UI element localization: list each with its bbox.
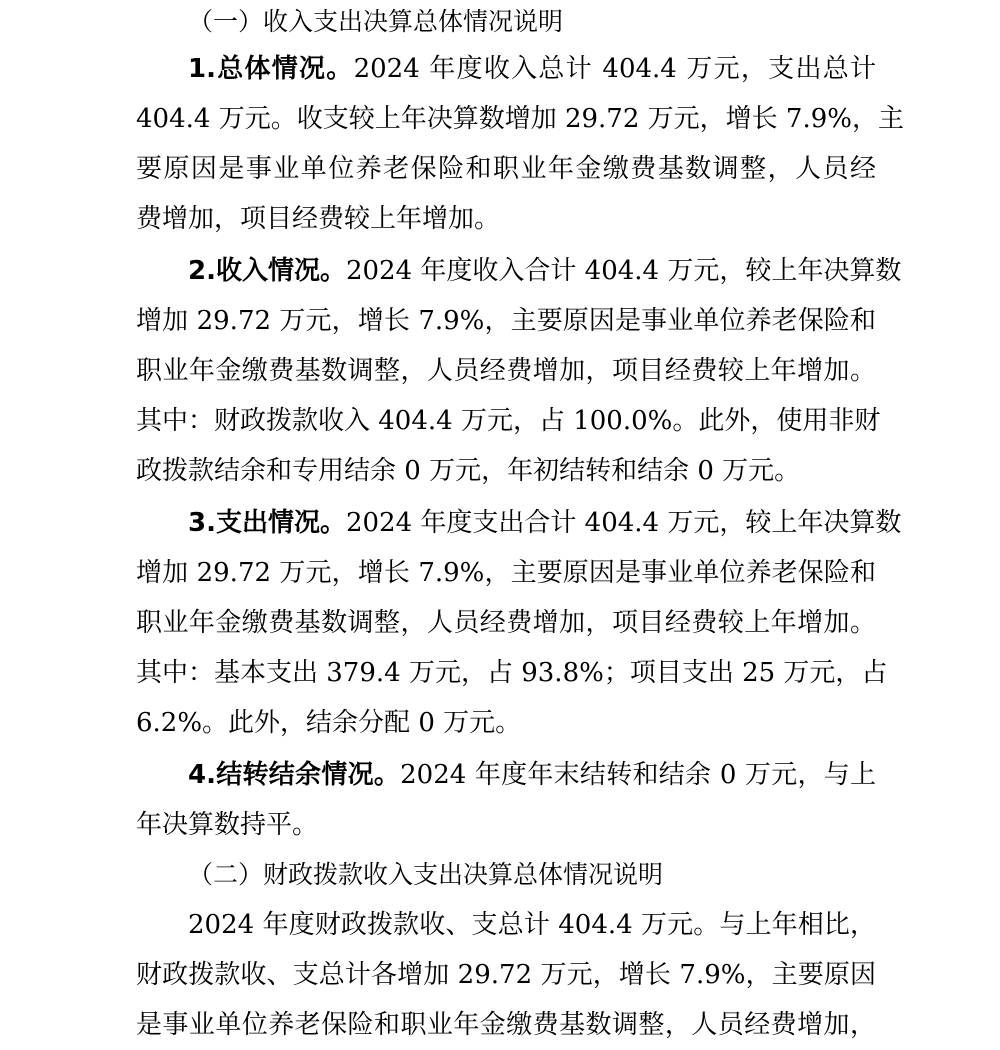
paragraph-fiscal-line-3: 是事业单位养老保险和职业年金缴费基数调整，人员经费增加， xyxy=(136,1010,876,1040)
paragraph-overall-line-4: 费增加，项目经费较上年增加。 xyxy=(136,204,501,234)
paragraph-carryover-line-1 xyxy=(188,750,876,800)
paragraph-expenditure-line-3: 职业年金缴费基数调整，人员经费增加，项目经费较上年增加。 xyxy=(136,608,876,638)
paragraph-text: 2024 年度年末结转和结余 0 万元，与上 xyxy=(400,760,876,790)
paragraph-expenditure-title: 3.支出情况。 xyxy=(188,508,346,538)
paragraph-expenditure-line-1 xyxy=(188,498,902,548)
paragraph-expenditure-line-5: 6.2%。此外，结余分配 0 万元。 xyxy=(136,708,522,738)
paragraph-fiscal-line-2: 财政拨款收、支总计各增加 29.72 万元，增长 7.9%，主要原因 xyxy=(136,960,876,990)
section-heading-2: （二）财政拨款收入支出决算总体情况说明 xyxy=(188,860,664,889)
paragraph-income-line-2: 增加 29.72 万元，增长 7.9%，主要原因是事业单位养老保险和 xyxy=(136,306,876,336)
paragraph-overall-title: 1.总体情况。 xyxy=(188,54,354,84)
paragraph-income-title: 2.收入情况。 xyxy=(188,256,346,286)
paragraph-income-line-1 xyxy=(188,246,902,296)
paragraph-expenditure-line-4: 其中：基本支出 379.4 万元，占 93.8%；项目支出 25 万元，占 xyxy=(136,658,888,688)
paragraph-expenditure-line-2: 增加 29.72 万元，增长 7.9%，主要原因是事业单位养老保险和 xyxy=(136,558,876,588)
paragraph-carryover-line-2: 年决算数持平。 xyxy=(136,810,319,840)
paragraph-text: 2024 年度收入合计 404.4 万元，较上年决算数 xyxy=(345,256,902,286)
paragraph-overall-line-3: 要原因是事业单位养老保险和职业年金缴费基数调整，人员经 xyxy=(136,154,876,184)
paragraph-text: 2024 年度收入总计 404.4 万元，支出总计 xyxy=(353,54,876,84)
paragraph-overall-line-1 xyxy=(188,44,876,94)
paragraph-text: 2024 年度支出合计 404.4 万元，较上年决算数 xyxy=(345,508,902,538)
paragraph-income-line-4: 其中：财政拨款收入 404.4 万元，占 100.0%。此外，使用非财 xyxy=(136,406,881,436)
paragraph-income-line-3: 职业年金缴费基数调整，人员经费增加，项目经费较上年增加。 xyxy=(136,356,876,386)
paragraph-overall-line-2: 404.4 万元。收支较上年决算数增加 29.72 万元，增长 7.9%，主 xyxy=(136,104,904,134)
paragraph-fiscal-line-1: 2024 年度财政拨款收、支总计 404.4 万元。与上年相比， xyxy=(188,910,876,940)
section-heading-1: （一）收入支出决算总体情况说明 xyxy=(188,7,564,36)
paragraph-income-line-5: 政拨款结余和专用结余 0 万元，年初结转和结余 0 万元。 xyxy=(136,456,801,486)
paragraph-carryover-title: 4.结转结余情况。 xyxy=(188,760,401,790)
